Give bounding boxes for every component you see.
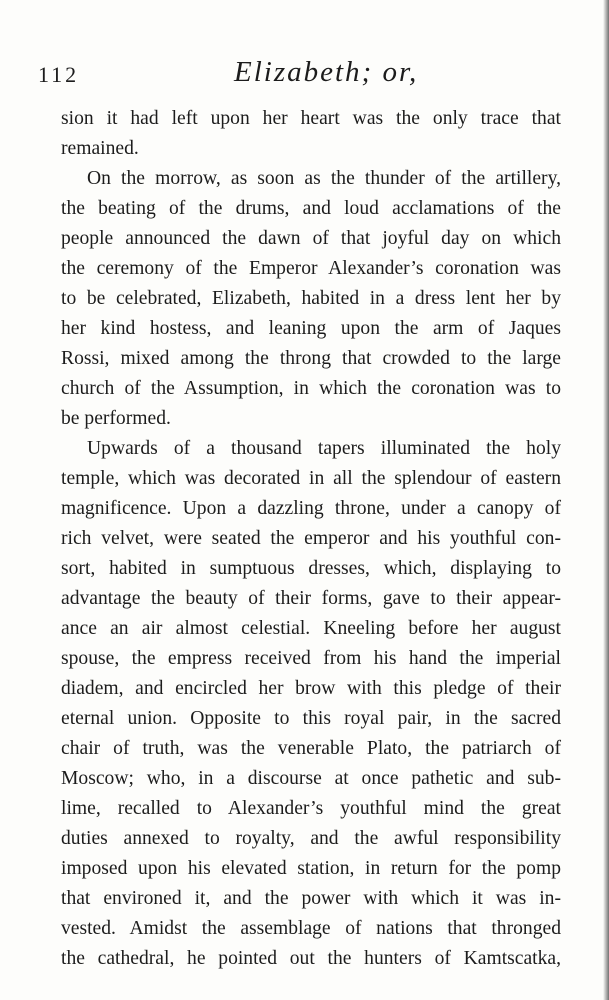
text-line: temple, which was decorated in all the splendour of eastern [61,468,561,489]
text-line: rich velvet, were seated the emperor and his youthful con- [61,528,561,549]
text-line: the beating of the drums, and loud acclamations of the [61,198,561,219]
text-line: ance an air almost celestial. Kneeling before her august [61,618,561,639]
text-line: remained. [61,138,139,159]
text-line: to be celebrated, Elizabeth, habited in a dress lent her by [61,288,561,309]
text-line: Upwards of a thousand tapers illuminated the holy [87,438,561,459]
text-line: people announced the dawn of that joyful day on which [61,228,561,249]
text-line: vested. Amidst the assemblage of nations that thronged [61,918,561,939]
text-line: magnificence. Upon a dazzling throne, under a canopy of [61,498,561,519]
text-line: the cathedral, he pointed out the hunters of Kamtscatka, [61,948,561,969]
body-text [61,104,561,974]
text-line: be performed. [61,408,171,429]
text-line: imposed upon his elevated station, in return for the pomp [61,858,561,879]
page-number: 112 [38,62,80,87]
text-line: sort, habited in sumptuous dresses, which, displaying to [61,558,561,579]
text-line: Moscow; who, in a discourse at once pathetic and sub- [61,768,561,789]
text-line: chair of truth, was the venerable Plato, the patriarch of [61,738,561,759]
text-line: duties annexed to royalty, and the awful responsibility [61,828,561,849]
text-line: eternal union. Opposite to this royal pair, in the sacred [61,708,561,729]
page-header [38,56,568,92]
text-line: Rossi, mixed among the throng that crowded to the large [61,348,561,369]
text-line: advantage the beauty of their forms, gave to their appear- [61,588,561,609]
page-edge-shadow [603,0,609,1000]
text-line: sion it had left upon her heart was the only trace that [61,108,561,129]
running-head: Elizabeth; or, [234,56,419,88]
text-line: diadem, and encircled her brow with this pledge of their [61,678,561,699]
text-line: On the morrow, as soon as the thunder of the artillery, [87,168,561,189]
text-line: lime, recalled to Alexander’s youthful mind the great [61,798,561,819]
text-line: that environed it, and the power with which it was in- [61,888,561,909]
text-line: spouse, the empress received from his hand the imperial [61,648,561,669]
text-line: the ceremony of the Emperor Alexander’s coronation was [61,258,561,279]
text-line: her kind hostess, and leaning upon the arm of Jaques [61,318,561,339]
text-line: church of the Assumption, in which the coronation was to [61,378,561,399]
